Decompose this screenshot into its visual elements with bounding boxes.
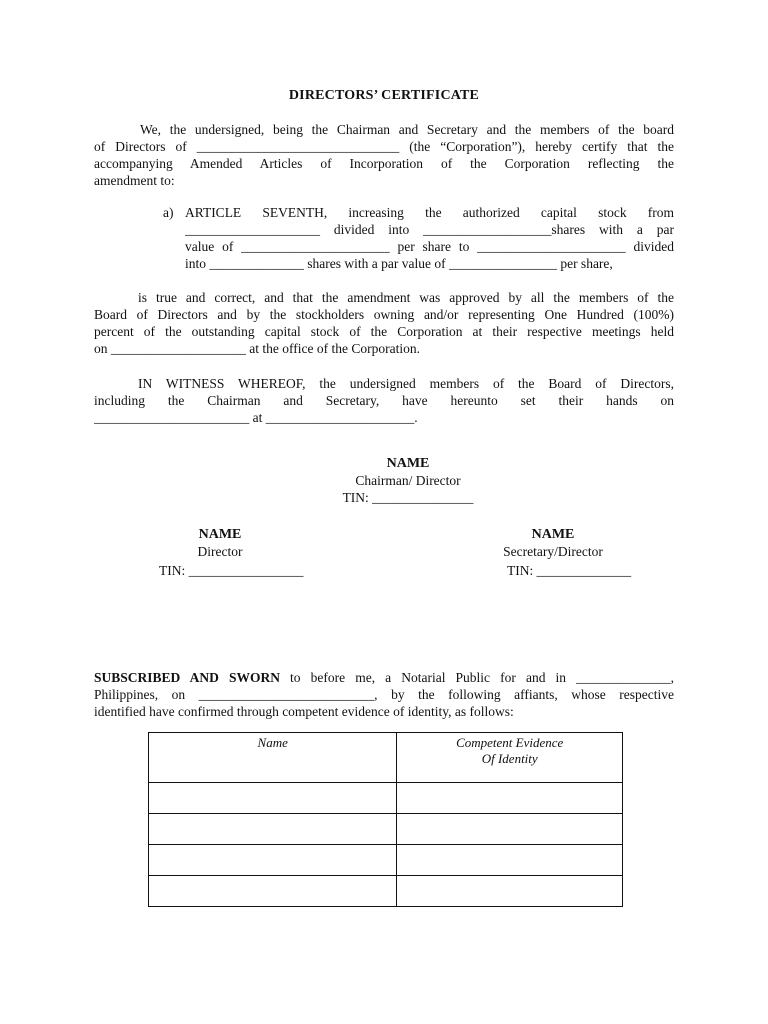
table-row (149, 845, 623, 876)
item-line: ____________________ divided into ___________________shares with a par (185, 222, 674, 237)
column-header-line: Of Identity (481, 751, 538, 766)
evidence-cell[interactable] (397, 845, 623, 876)
signatory-role: Chairman/ Director (355, 473, 461, 488)
certification-paragraph (94, 121, 674, 189)
jurat-text: to before me, a Notarial Public for and in ______________, (279, 670, 674, 685)
paragraph-line (94, 669, 674, 686)
name-cell[interactable] (149, 783, 397, 814)
signatory-name: NAME (198, 527, 242, 542)
chairman-signature-block (288, 455, 528, 506)
item-line: into ______________ shares with a par value of ________________ per share, (185, 256, 613, 271)
name-cell[interactable] (149, 876, 397, 907)
paragraph-line: accompanying Amended Articles of Incorporation of the Corporation reflecting the (94, 156, 674, 171)
signatory-role: Secretary/Director (503, 544, 603, 559)
secretary-tin-block (507, 562, 657, 579)
paragraph-line: identified have confirmed through competent evidence of identity, as follows: (94, 704, 514, 719)
paragraph-line: amendment to: (94, 173, 175, 188)
tin-field: TIN: _________________ (159, 563, 304, 578)
jurat-paragraph (94, 669, 674, 720)
signatory-name: NAME (531, 527, 575, 542)
approval-paragraph (94, 289, 674, 357)
column-header-evidence (397, 733, 623, 783)
paragraph-line: Philippines, on __________________________, by the following affiants, whose respective (94, 687, 674, 702)
item-line: ARTICLE SEVENTH, increasing the authorized capital stock from (185, 205, 674, 220)
paragraph-line: percent of the outstanding capital stock of the Corporation at their respective meetings held (94, 324, 674, 339)
paragraph-line: is true and correct, and that the amendment was approved by all the members of the (138, 290, 674, 305)
table-header-row (149, 733, 623, 783)
item-line: value of ______________________ per share to ______________________ divided (185, 239, 674, 254)
name-cell[interactable] (149, 814, 397, 845)
evidence-cell[interactable] (397, 783, 623, 814)
paragraph-line: on ____________________ at the office of the Corporation. (94, 341, 420, 356)
document-title: DIRECTORS’ CERTIFICATE (288, 88, 480, 103)
jurat-lead: SUBSCRIBED AND SWORN (94, 670, 280, 685)
column-header-name: Name (149, 733, 397, 783)
table-row (149, 814, 623, 845)
item-marker: a) (163, 205, 174, 220)
column-header-line: Competent Evidence (456, 735, 564, 750)
paragraph-line: including the Chairman and Secretary, have hereunto set their hands on (94, 393, 674, 408)
paragraph-line: Board of Directors and by the stockholders owning and/or representing One Hundred (100%) (94, 307, 674, 322)
tin-field: TIN: ______________ (507, 563, 632, 578)
paragraph-line: We, the undersigned, being the Chairman and Secretary and the members of the board (140, 122, 674, 137)
evidence-cell[interactable] (397, 814, 623, 845)
paragraph-line: IN WITNESS WHEREOF, the undersigned members of the Board of Directors, (138, 376, 674, 391)
director-signature-block (130, 526, 310, 560)
affiants-table (148, 732, 623, 907)
witness-paragraph (94, 375, 674, 426)
item-body (185, 204, 674, 272)
table-row (149, 876, 623, 907)
secretary-signature-block (478, 526, 628, 560)
tin-field: TIN: _______________ (342, 490, 474, 505)
signatory-role: Director (197, 544, 243, 559)
table-row (149, 783, 623, 814)
director-tin-block (130, 562, 374, 579)
paragraph-line: _______________________ at ______________________. (94, 410, 418, 425)
signatory-name: NAME (386, 456, 430, 471)
evidence-cell[interactable] (397, 876, 623, 907)
name-cell[interactable] (149, 845, 397, 876)
paragraph-line: of Directors of ______________________________ (the “Corporation”), hereby certify that the (94, 139, 674, 154)
